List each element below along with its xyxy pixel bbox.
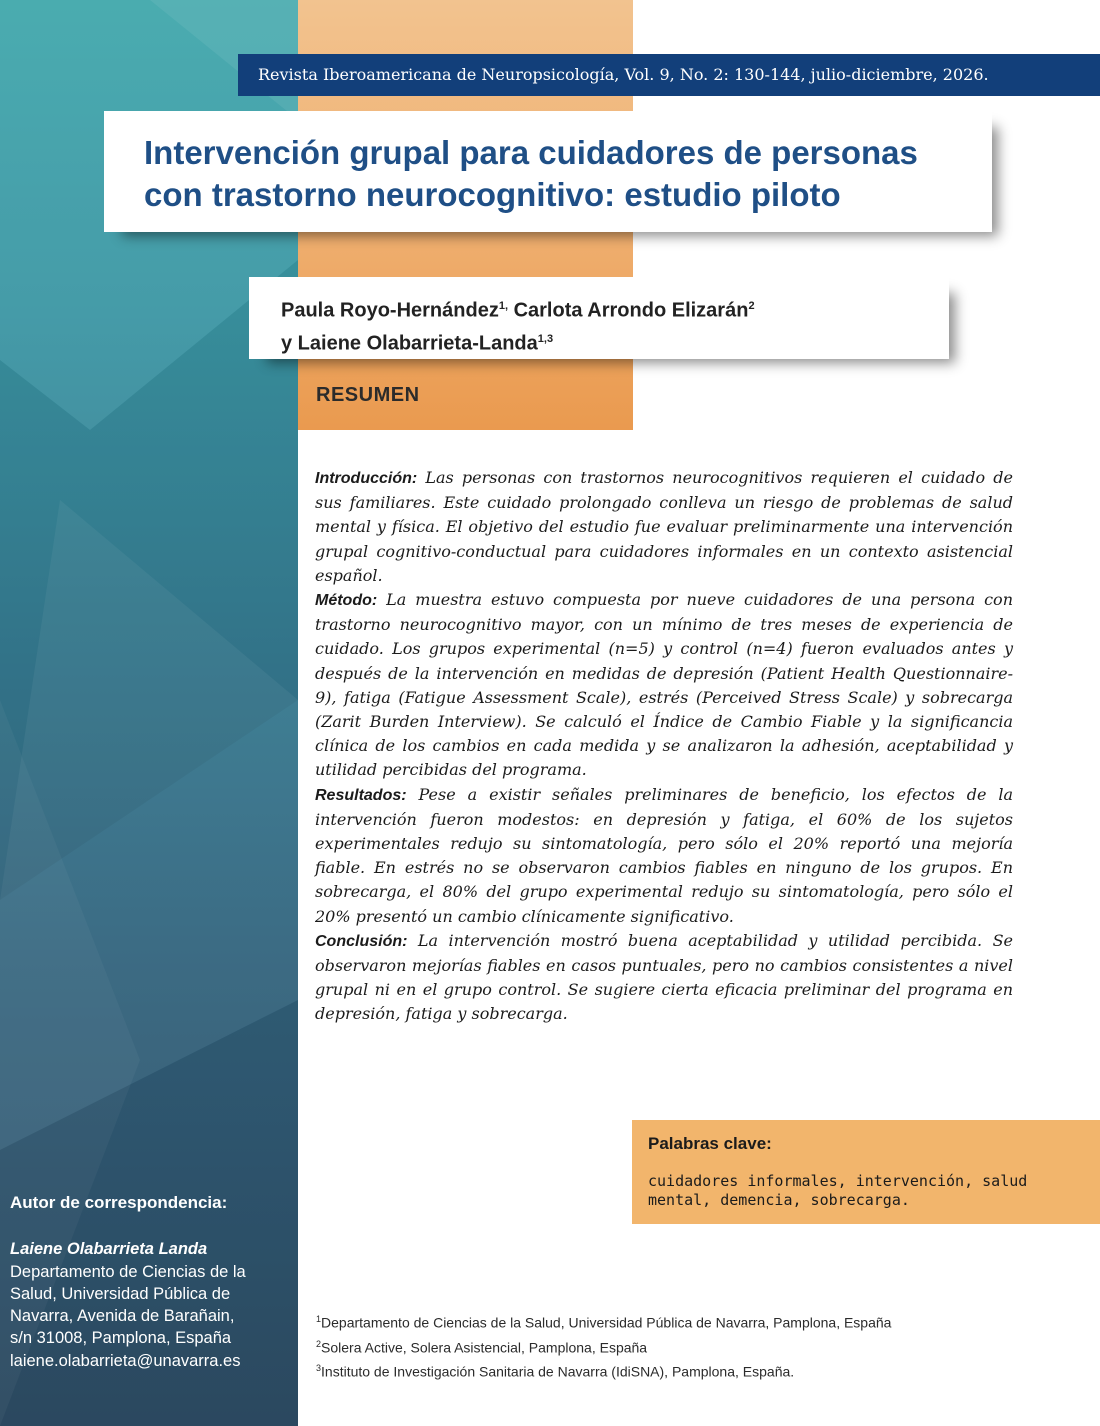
affiliation-item [316,1334,891,1359]
keywords-text: cuidadores informales, intervención, salud mental, demencia, sobrecarga. [648,1172,1028,1209]
affiliation-number: 2 [316,1338,322,1349]
affiliations-list [316,1309,891,1383]
correspondence-address-line: Navarra, Avenida de Barañain, [10,1307,235,1326]
abstract-text: Pese a existir señales preliminares de beneficio, los efectos de la intervención fueron modestos: en depresión y fatiga, el 60% de los sujetos experimentales redujo su sintomatología, pero sólo el 20% reportó una mejoría fiable. En estrés no se observaron cambios fiables en ninguno de los grupos. En sobrecarga, el 80% del grupo experimental redujo su sintomatología, pero sólo el 20% presentó un cambio clínicamente significativo. [315,784,1013,926]
keywords-box [632,1120,1100,1224]
abstract-text: La muestra estuvo compuesta por nueve cuidadores de una persona con trastorno neurocognitivo mayor, con un mínimo de tres meses de experiencia de cuidado. Los grupos experimental (n=5) y control (n=4) fueron evaluados antes y después de la intervención en medidas de depresión (Patient Health Questionnaire-9), fatiga (Fatigue Assessment Scale), estrés (Perceived Stress Scale) y sobrecarga (Zarit Burden Interview). Se calculó el Índice de Cambio Fiable y la significancia clínica de los cambios en cada medida y se analizaron la adhesión, aceptabilidad y utilidad percibidas del programa. [315,590,1013,780]
correspondence-name: Laiene Olabarrieta Landa [10,1240,208,1259]
affiliation-item [316,1309,891,1334]
title-card [104,111,992,232]
abstract-label: Introducción: [315,470,418,487]
authors-card [249,277,949,359]
title-line: Intervención grupal para cuidadores de personas [144,134,918,171]
author-name: Paula Royo-Hernández [281,299,499,322]
keywords-title: Palabras clave: [648,1134,772,1153]
affiliation-number: 1 [316,1314,322,1324]
affiliation-text: Solera Active, Solera Asistencial, Pamplona, España [321,1339,648,1356]
article-title [144,132,918,216]
author-name: y Laiene Olabarrieta-Landa [281,332,538,355]
author-affiliation-mark: 1, [498,300,509,312]
journal-header: Revista Iberoamericana de Neuropsicología, Vol. 9, No. 2: 130-144, julio-diciembre, 2026. [238,54,1100,96]
affiliation-text: Instituto de Investigación Sanitaria de Navarra (IdiSNA), Pamplona, España. [321,1363,795,1380]
affiliation-text: Departamento de Ciencias de la Salud, Universidad Pública de Navarra, Pamplona, España [321,1314,892,1331]
abstract-label: Método: [315,592,378,610]
abstract-text: Las personas con trastornos neurocognitivos requieren el cuidado de sus familiares. Este cuidado prolongado conlleva un riesgo de problemas de salud mental y física. El objetivo del estudio fue evaluar preliminarmente una intervención grupal cognitivo-conductual para cuidadores informales en un contexto asistencial español. [315,468,1013,585]
affiliation-number: 3 [316,1363,322,1374]
correspondence-address-line: s/n 31008, Pamplona, España [10,1329,232,1348]
correspondence-address-line: Salud, Universidad Pública de [10,1284,231,1303]
abstract-body [315,466,1013,1027]
author-affiliation-mark: 1,3 [537,332,554,345]
affiliation-item [316,1358,891,1383]
correspondence-address-line: Departamento de Ciencias de la [10,1262,246,1281]
abstract-paragraph [315,588,1013,783]
author-affiliation-mark: 2 [748,300,755,312]
abstract-paragraph [315,783,1013,929]
correspondence-title: Autor de correspondencia: [10,1193,228,1212]
abstract-paragraph [315,929,1013,1027]
abstract-label: Conclusión: [315,932,408,950]
title-line: con trastorno neurocognitivo: estudio piloto [144,176,841,213]
correspondence-block [10,1192,290,1372]
correspondence-email: laiene.olabarrieta@unavarra.es [10,1351,241,1370]
abstract-text: La intervención mostró buena aceptabilidad y utilidad percibida. Se observaron mejorías fiables en casos puntuales, pero no cambios consistentes a nivel grupal ni en el grupo control. Se sugiere cierta eficacia preliminar del programa en depresión, fatiga y sobrecarga. [315,930,1013,1024]
section-heading: RESUMEN [316,384,420,406]
author-list [281,292,755,357]
author-name: Carlota Arrondo Elizarán [508,299,749,322]
abstract-label: Resultados: [315,786,407,804]
abstract-paragraph [315,466,1013,588]
